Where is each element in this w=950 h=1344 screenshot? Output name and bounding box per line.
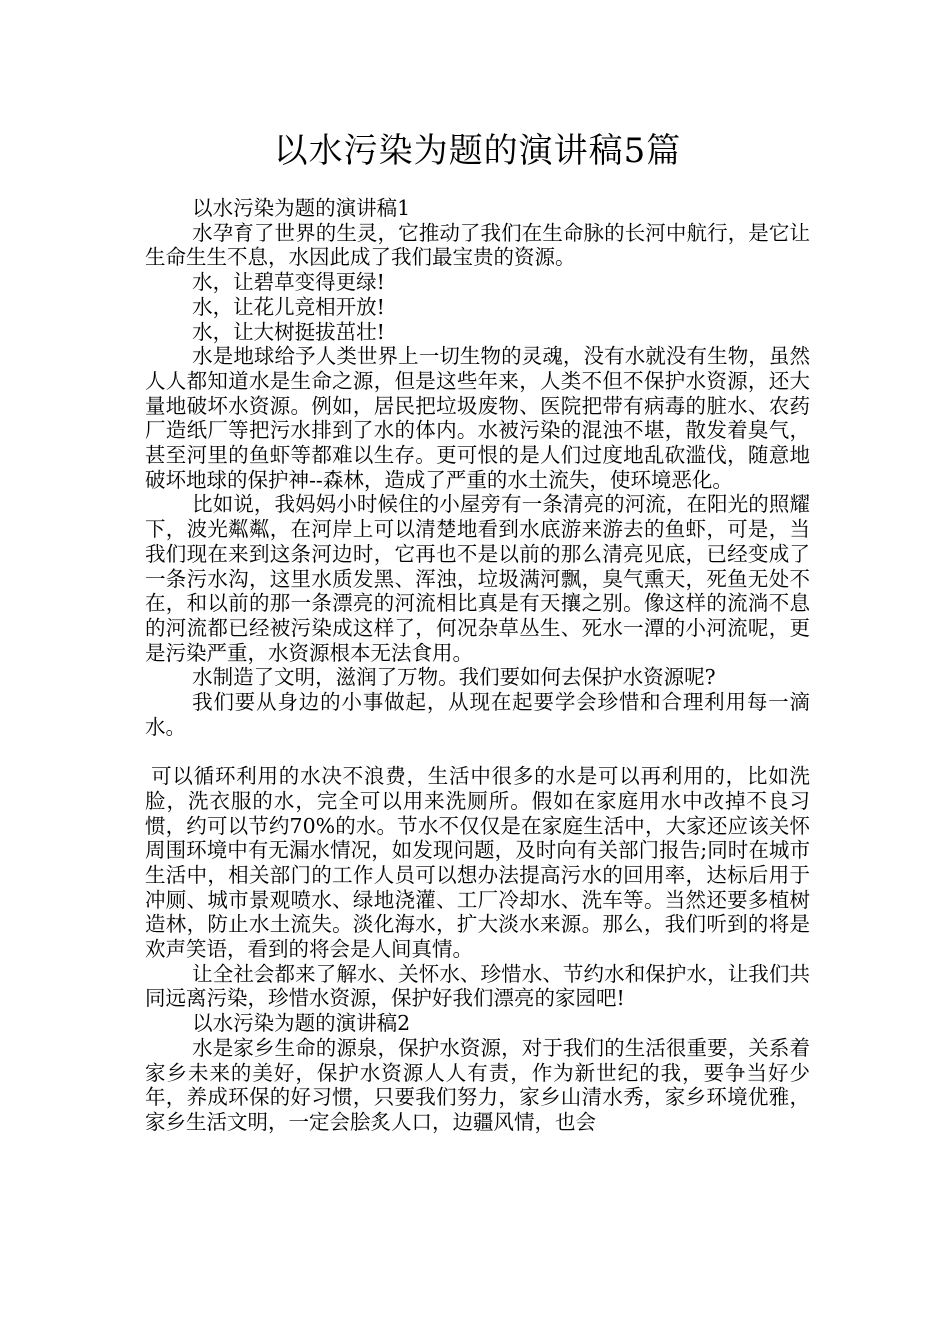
blank-line bbox=[145, 739, 810, 764]
paragraph: 我们要从身边的小事做起，从现在起要学会珍惜和合理利用每一滴水。 bbox=[145, 690, 810, 739]
paragraph: 水，让碧草变得更绿! bbox=[192, 270, 385, 295]
paragraph: 水，让花儿竞相开放! bbox=[192, 294, 385, 319]
document-page bbox=[145, 128, 810, 1135]
paragraph: 水是家乡生命的源泉，保护水资源，对于我们的生活很重要，关系着家乡未来的美好，保护水资源人人有责，作为新世纪的我，要争当好少年，养成环保的好习惯，只要我们努力，家乡山清水秀，家乡环境优雅，家乡生活文明，一定会脍炙人口，边疆风情，也会 bbox=[145, 1035, 810, 1134]
paragraph: 让全社会都来了解水、关怀水、珍惜水、节约水和保护水，让我们共同远离污染，珍惜水资源，保护好我们漂亮的家园吧! bbox=[145, 961, 810, 1011]
paragraph: 可以循环利用的水决不浪费，生活中很多的水是可以再利用的，比如洗脸，洗衣服的水，完全可以用来洗厕所。假如在家庭用水中改掉不良习惯，约可以节约70%的水。节水不仅仅是在家庭生活中，大家还应该关怀周围环境中有无漏水情况，如发现问题，及时向有关部门报告;同时在城市生活中，相关部门的工作人员可以想办法提高污水的回用率，达标后用于冲厕、城市景观喷水、绿地浇灌、工厂冷却水、洗车等。当然还要多植树造林，防止水土流失。淡化海水，扩大淡水来源。那么，我们听到的将是欢声笑语，看到的将会是人间真情。 bbox=[145, 764, 810, 962]
document-title: 以水污染为题的演讲稿5篇 bbox=[273, 131, 682, 171]
section-heading-2: 以水污染为题的演讲稿2 bbox=[192, 1011, 411, 1036]
paragraph: 比如说，我妈妈小时候住的小屋旁有一条清亮的河流，在阳光的照耀下，波光粼粼，在河岸上可以清楚地看到水底游来游去的鱼虾，可是，当我们现在来到这条河边时，它再也不是以前的那么清亮见底，已经变成了一条污水沟，这里水质发黑、浑浊，垃圾满河飘，臭气熏天，死鱼无处不在，和以前的那一条漂亮的河流相比真是有天攘之别。像这样的流淌不息的河流都已经被污染成这样了，何况杂草丛生、死水一潭的小河流呢，更是污染严重，水资源根本无法食用。 bbox=[145, 492, 810, 665]
paragraph: 水，让大树挺拔茁壮! bbox=[192, 319, 385, 344]
paragraph: 水是地球给予人类世界上一切生物的灵魂，没有水就没有生物，虽然人人都知道水是生命之源，但是这些年来，人类不但不保护水资源，还大量地破坏水资源。例如，居民把垃圾废物、医院把带有病毒的脏水、农药厂造纸厂等把污水排到了水的体内。水被污染的混浊不堪，散发着臭气，甚至河里的鱼虾等都难以生存。更可恨的是人们过度地乱砍滥伐，随意地破坏地球的保护神--森林，造成了严重的水土流失，使环境恶化。 bbox=[145, 344, 810, 492]
paragraph: 水制造了文明，滋润了万物。我们要如何去保护水资源呢? bbox=[192, 665, 716, 690]
paragraph: 水孕育了世界的生灵，它推动了我们在生命脉的长河中航行，是它让生命生生不息，水因此成了我们最宝贵的资源。 bbox=[145, 220, 810, 270]
section-heading-1: 以水污染为题的演讲稿1 bbox=[192, 196, 411, 220]
